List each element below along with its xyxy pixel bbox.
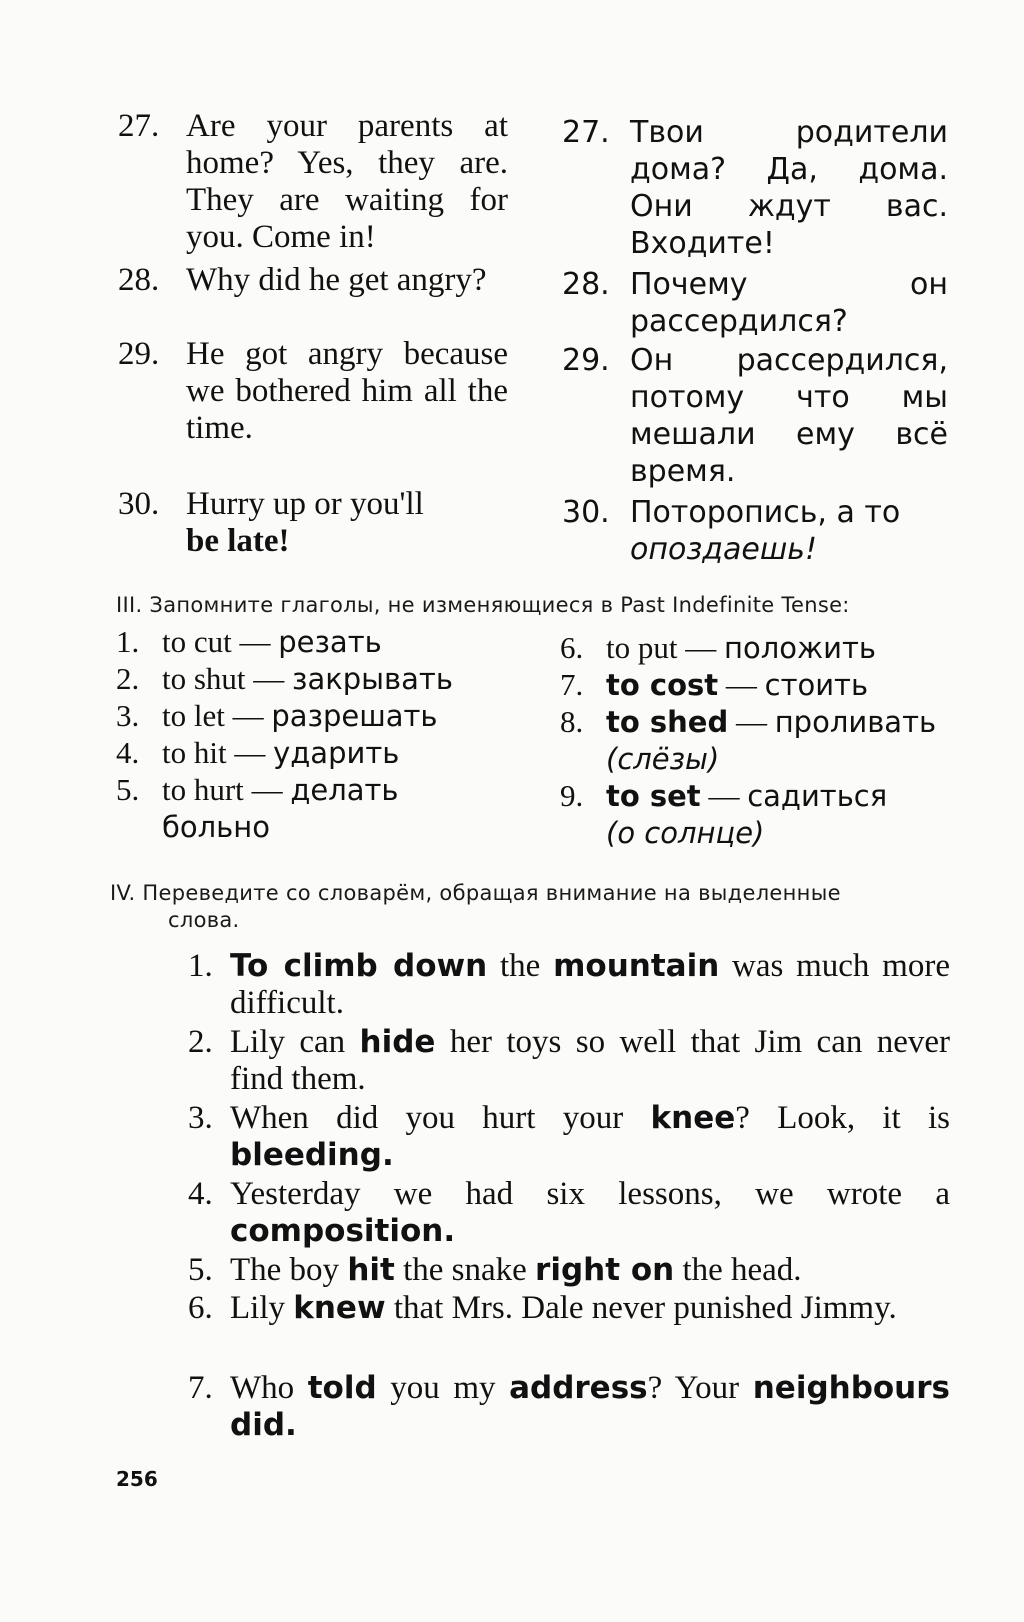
verb-number: 8. [560,704,584,739]
verb-ru: положить [723,631,876,665]
verb-number: 7. [560,667,584,702]
verb-ru: делать [290,773,399,807]
sentence-number: 29. [562,343,610,378]
item-number: 4. [188,1176,213,1212]
section-4-header [110,880,960,934]
item-number: 3. [188,1100,213,1136]
verb-en: to cost [606,668,719,702]
item-number: 7. [188,1370,213,1406]
sentence-bold: be late! [186,523,290,559]
item-text [230,1024,950,1098]
plain-text: you my [376,1370,510,1406]
sentence-text: Он рассердился, потому что мы мешали ему всё время. [630,343,948,489]
sentence-text: He got angry because we bothered him all the time. [186,336,508,446]
verb-ru: разрешать [271,699,438,733]
sentence-text: Are your parents at home? Yes, they are. They are waiting for you. Come in! [186,108,508,255]
keyword: knee [650,1100,736,1136]
sentence-number: 27. [118,108,160,144]
plain-text: was much more difficult. [230,948,950,1021]
plain-text: the [487,948,554,984]
verb-en: to hit [162,735,227,770]
keyword: bleeding. [230,1137,394,1173]
verb-line [606,667,868,703]
section-4-header-line-1: IV. Переведите со словарём, обращая внимание на выделенные [110,881,841,905]
verb-ru-continued: больно [162,810,270,844]
verb-dash: — [245,661,293,696]
item-text [230,1252,950,1289]
verb-line [162,772,399,808]
plain-text: ? Look, it is [735,1100,951,1136]
page-number: 256 [116,1467,158,1491]
sentence-text: Почему он рассердился? [630,267,948,339]
keyword: told [307,1370,377,1406]
verb-ru: садиться [747,779,888,813]
keyword: address [509,1370,648,1406]
keyword: mountain [553,948,720,984]
plain-text: the snake [394,1252,536,1288]
verb-en: to shed [606,705,729,739]
verb-dash: — [231,624,279,659]
verb-ru-continued: (о солнце) [606,816,765,850]
verb-en: to hurt [162,772,244,807]
keyword: knew [293,1290,386,1326]
section-3-header: III. Запомните глаголы, не изменяющиеся в Past Indefinite Tense: [116,593,850,617]
verb-en: to put [606,630,678,665]
verb-line [606,630,876,666]
verb-line [162,698,438,734]
verb-number: 1. [116,624,140,659]
sentence-number: 30. [562,495,610,530]
verb-ru: закрывать [292,662,453,696]
keyword: To climb down [230,948,488,984]
plain-text: When did you hurt your [230,1100,651,1136]
item-number: 5. [188,1252,213,1288]
item-text [230,948,950,1022]
sentence-number: 29. [118,336,160,372]
item-number: 1. [188,948,213,984]
verb-number: 9. [560,778,584,813]
verb-en: to let [162,698,225,733]
verb-number: 6. [560,630,584,665]
verb-dash: — [728,704,775,739]
sentence-text: Твои родители дома? Да, дома. Они ждут вас. Входите! [630,115,948,261]
verb-number: 5. [116,772,140,807]
plain-text: Lily [230,1290,294,1326]
sentence-number: 28. [562,267,610,302]
keyword: hide [359,1024,436,1060]
verb-ru: резать [278,625,382,659]
sentence-number: 30. [118,486,160,522]
verb-ru: проливать [774,705,937,739]
item-number: 2. [188,1024,213,1060]
keyword: neighbours did. [230,1370,950,1443]
verb-en: to set [606,779,701,813]
verb-ru-continued: (слёзы) [606,742,720,776]
item-text [230,1176,950,1250]
sentence-number: 27. [562,115,610,150]
sentence-plain: Поторопись, а то [630,495,901,530]
plain-text: that Mrs. Dale never punished Jimmy. [385,1290,897,1326]
verb-en: to shut [162,661,246,696]
verb-ru: стоить [764,668,869,702]
sentence-plain: Hurry up or you'll [186,486,424,522]
item-text [230,1370,950,1444]
verb-ru: ударить [273,736,400,770]
sentence-text [186,486,508,560]
verb-line [606,704,936,740]
verb-dash: — [224,698,272,733]
verb-en: to cut [162,624,232,659]
plain-text: Who [230,1370,308,1406]
plain-text: her toys so well that Jim can never find them. [230,1024,951,1097]
verb-number: 3. [116,698,140,733]
verb-line [162,624,382,660]
plain-text: Yesterday we had six lessons, we wrote a [230,1176,950,1212]
verb-number: 2. [116,661,140,696]
sentence-italic: опоздаешь! [630,532,818,567]
keyword: composition. [230,1213,456,1249]
item-number: 6. [188,1290,213,1326]
sentence-text [630,494,948,568]
sentence-text: Why did he get angry? [186,262,487,298]
plain-text: ? Your [647,1370,753,1406]
plain-text: the head. [674,1252,802,1288]
verb-number: 4. [116,735,140,770]
sentence-number: 28. [118,262,160,298]
item-text [230,1100,950,1174]
plain-text: The boy [230,1252,348,1288]
verb-line [606,778,887,814]
verb-line [162,661,453,697]
verb-dash: — [700,778,748,813]
verb-dash: — [677,630,724,665]
keyword: right on [535,1252,675,1288]
item-text [230,1290,950,1327]
section-4-header-line-2: слова. [168,908,240,932]
verb-dash: — [718,667,765,702]
keyword: hit [347,1252,395,1288]
verb-line [162,735,399,771]
verb-dash: — [226,735,274,770]
plain-text: Lily can [230,1024,360,1060]
verb-dash: — [243,772,291,807]
